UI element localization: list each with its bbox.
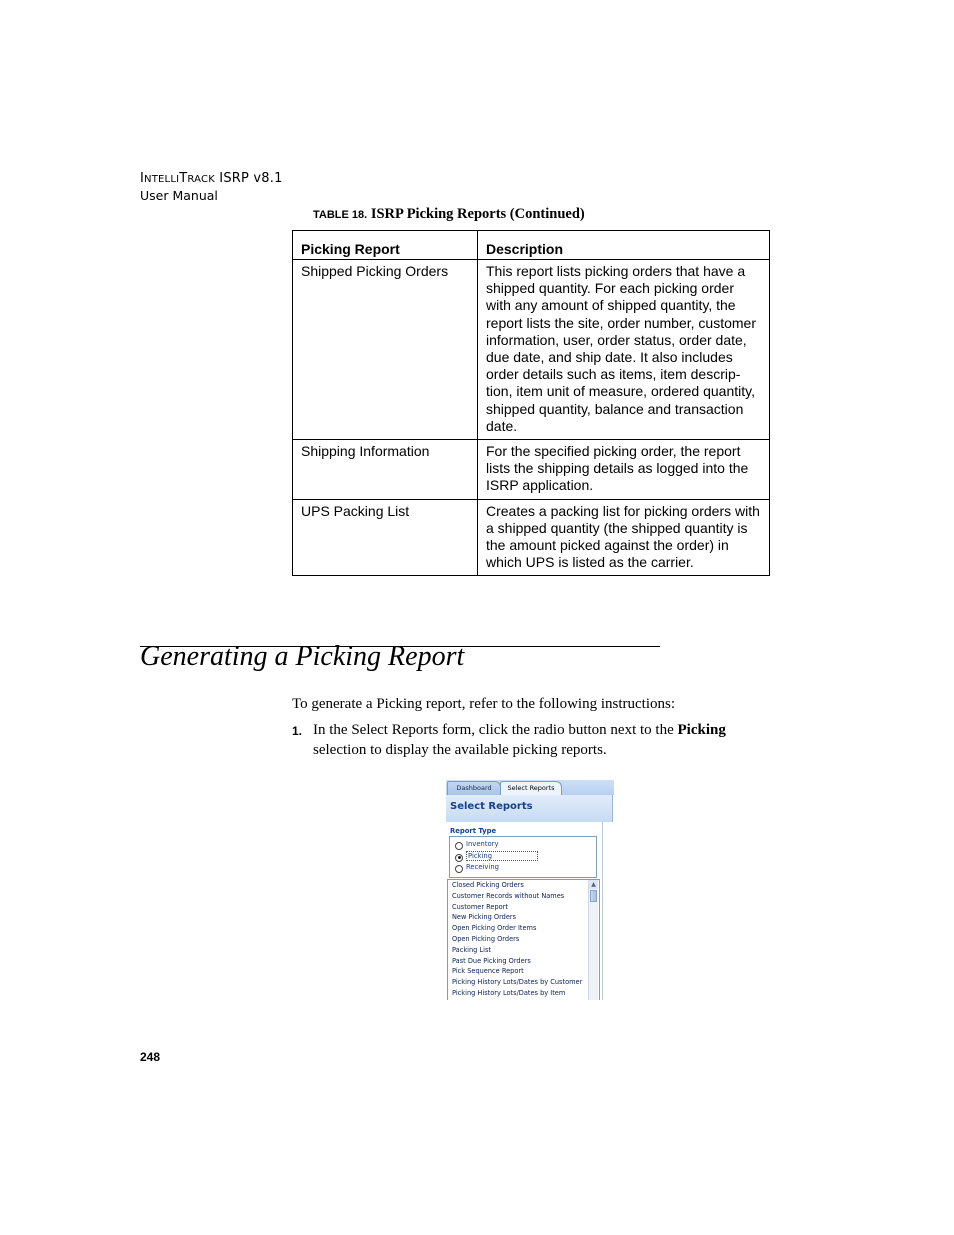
product-initial-i: I	[140, 171, 145, 186]
section-title: Generating a Picking Report	[140, 641, 465, 672]
description-line: shipped quantity, balance and transaction	[486, 400, 744, 417]
radio-button-icon[interactable]	[455, 865, 463, 873]
list-item[interactable]: Closed Picking Orders	[452, 881, 524, 889]
list-item[interactable]: Pick Sequence Report	[452, 967, 524, 976]
reports-listbox[interactable]	[447, 879, 600, 1000]
scroll-thumb[interactable]	[590, 890, 597, 902]
list-item[interactable]: Picking History Lots/Dates by Item	[452, 989, 566, 997]
report-type-label: Report Type	[450, 827, 497, 835]
step-text-before: In the Select Reports form, click the radio button next to the	[313, 722, 678, 738]
description-line: a shipped quantity (the shipped quantity is	[486, 519, 748, 536]
list-item[interactable]: Customer Report	[452, 902, 508, 911]
table-caption-label: TABLE 18.	[313, 209, 368, 221]
list-item[interactable]: Open Picking Order Items	[452, 924, 537, 933]
cell-report-name: Shipping Information	[293, 440, 478, 500]
list-item[interactable]: Packing List	[452, 945, 491, 954]
description-line: with any amount of shipped quantity, the	[486, 297, 736, 314]
list-item[interactable]: Open Picking Orders	[452, 935, 520, 943]
description-line: the amount picked against the order) in	[486, 537, 729, 554]
description-line: For the specified picking order, the report	[486, 443, 741, 460]
description-line: ISRP application.	[486, 477, 594, 494]
cell-report-name: UPS Packing List	[293, 499, 478, 576]
page-number: 248	[140, 1050, 161, 1064]
tab-bar	[446, 780, 614, 795]
radio-button-icon[interactable]	[455, 854, 463, 862]
list-item[interactable]: Picking History Lots/Dates by Customer	[452, 978, 583, 987]
report-type-group	[449, 836, 597, 878]
panel-divider	[602, 822, 603, 1000]
tab-select-reports[interactable]: Select Reports	[500, 781, 562, 795]
cell-description	[478, 260, 770, 440]
form-title: Select Reports	[450, 801, 533, 812]
description-line: information, user, order status, order date,	[486, 331, 747, 348]
header-picking-report: Picking Report	[293, 231, 478, 260]
report-type-option-label: Inventory	[466, 840, 499, 848]
header-description: Description	[478, 231, 770, 260]
product-small-caps-2: RACK	[187, 174, 215, 185]
step-text-after: selection to display the available picking reports.	[313, 741, 607, 758]
running-header-manual: User Manual	[140, 188, 218, 203]
description-line: Creates a packing list for picking orders with	[486, 502, 760, 519]
description-line: which UPS is listed as the carrier.	[486, 554, 694, 571]
table-caption	[313, 206, 585, 223]
intro-paragraph: To generate a Picking report, refer to the following instructions:	[292, 696, 676, 712]
description-line: date.	[486, 417, 518, 434]
list-item[interactable]: Past Due Picking Orders	[452, 956, 531, 965]
select-reports-screenshot	[446, 780, 614, 1000]
report-type-option-label: Receiving	[466, 863, 499, 871]
listbox-scrollbar[interactable]	[588, 880, 598, 1000]
table-row	[293, 499, 770, 576]
description-line: due date, and ship date. It also includes	[486, 349, 733, 366]
description-line: order details such as items, item descrip-	[486, 366, 741, 383]
description-line: tion, item unit of measure, ordered quantity,	[486, 383, 755, 400]
cell-description	[478, 499, 770, 576]
report-type-option-label: Picking	[466, 851, 538, 861]
list-item[interactable]: Customer Records without Names	[452, 891, 565, 900]
scroll-up-arrow-icon[interactable]: ▲	[589, 880, 598, 889]
cell-report-name: Shipped Picking Orders	[293, 260, 478, 440]
list-item[interactable]: New Picking Orders	[452, 913, 517, 922]
product-version: ISRP v8.1	[214, 171, 283, 186]
tab-dashboard[interactable]: Dashboard	[447, 781, 501, 795]
radio-button-icon[interactable]	[455, 842, 463, 850]
product-initial-t: T	[179, 171, 188, 186]
form-titlebar	[446, 795, 613, 822]
picking-reports-table	[292, 230, 770, 576]
step-number: 1.	[292, 724, 303, 738]
description-line: lists the shipping details as logged into the	[486, 460, 749, 477]
step-text	[313, 721, 773, 760]
table-header-row	[293, 231, 770, 260]
table-row	[293, 440, 770, 500]
description-line: report lists the site, order number, customer	[486, 314, 756, 331]
description-line: shipped quantity. For each picking order	[486, 280, 734, 297]
table-row	[293, 260, 770, 440]
table-caption-title: ISRP Picking Reports (Continued)	[370, 206, 585, 222]
step-text-bold: Picking	[677, 722, 726, 738]
cell-description	[478, 440, 770, 500]
running-header-product	[140, 171, 283, 186]
description-line: This report lists picking orders that have a	[486, 263, 746, 279]
product-small-caps-1: NTELLI	[144, 174, 180, 185]
